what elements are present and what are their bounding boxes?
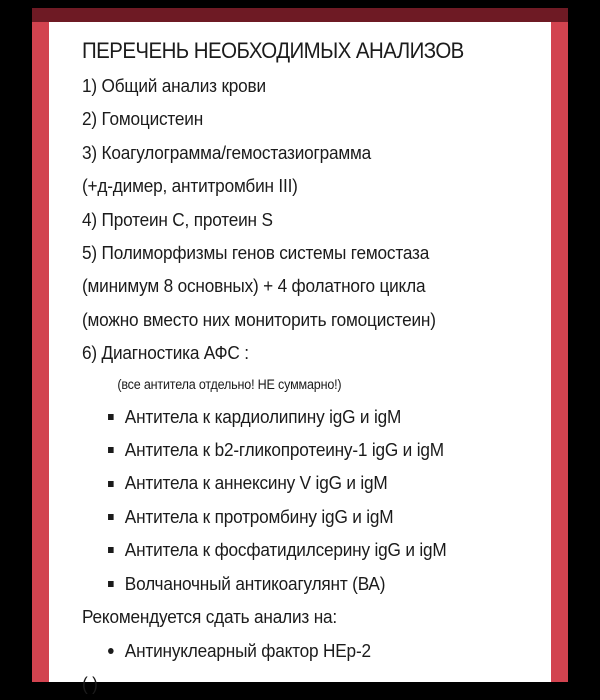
- bullet-text: Антинуклеарный фактор НЕр-2: [124, 639, 371, 661]
- list-item: 6) Диагностика АФС :: [82, 342, 249, 364]
- afs-bullet-item: [82, 567, 510, 600]
- afs-note: (все антитела отдельно! НЕ суммарно!): [117, 376, 342, 392]
- square-bullet-icon: [108, 481, 114, 487]
- bullet-text: Волчаночный антикоагулянт (ВА): [124, 572, 386, 594]
- afs-bullet-item: [82, 500, 510, 533]
- afs-bullet-item: [82, 533, 510, 566]
- bullet-text: Антитела к фосфатидилсерину igG и igM: [124, 539, 447, 561]
- list-item: 5) Полиморфизмы генов системы гемостаза: [82, 242, 430, 264]
- afs-bullet-item: [82, 433, 510, 466]
- square-bullet-icon: [108, 414, 114, 420]
- list-item: 3) Коагулограмма/гемостазиограмма: [82, 141, 372, 163]
- document-panel: [49, 22, 551, 694]
- list-item: (можно вместо них мониторить гомоцистеин): [82, 308, 436, 330]
- document-content: [82, 36, 542, 700]
- truncated-line: ( ): [82, 672, 98, 694]
- afs-bullet-item: [82, 400, 510, 433]
- bullet-text: Антитела к аннексину V igG и igM: [124, 472, 388, 494]
- square-bullet-icon: [108, 514, 114, 520]
- list-item: (минимум 8 основных) + 4 фолатного цикла: [82, 275, 426, 297]
- list-item: 4) Протеин С, протеин S: [82, 208, 273, 230]
- round-bullet-icon: [108, 648, 114, 654]
- list-item: (+д-димер, антитромбин III): [82, 175, 298, 197]
- bullet-text: Антитела к кардиолипину igG и igM: [124, 405, 402, 427]
- bullet-text: Антитела к протромбину igG и igM: [124, 505, 394, 527]
- afs-bullet-item: [82, 466, 510, 499]
- list-item: 2) Гомоцистеин: [82, 108, 204, 130]
- square-bullet-icon: [108, 447, 114, 453]
- list-item: 1) Общий анализ крови: [82, 75, 266, 96]
- recommend-heading: Рекомендуется сдать анализ на:: [82, 606, 337, 628]
- bullet-text: Антитела к b2-гликопротеину-1 igG и igM: [124, 439, 444, 461]
- recommend-bullet-item: [82, 634, 510, 667]
- square-bullet-icon: [108, 581, 114, 587]
- document-title: ПЕРЕЧЕНЬ НЕОБХОДИМЫХ АНАЛИЗОВ: [82, 38, 464, 63]
- square-bullet-icon: [108, 547, 114, 553]
